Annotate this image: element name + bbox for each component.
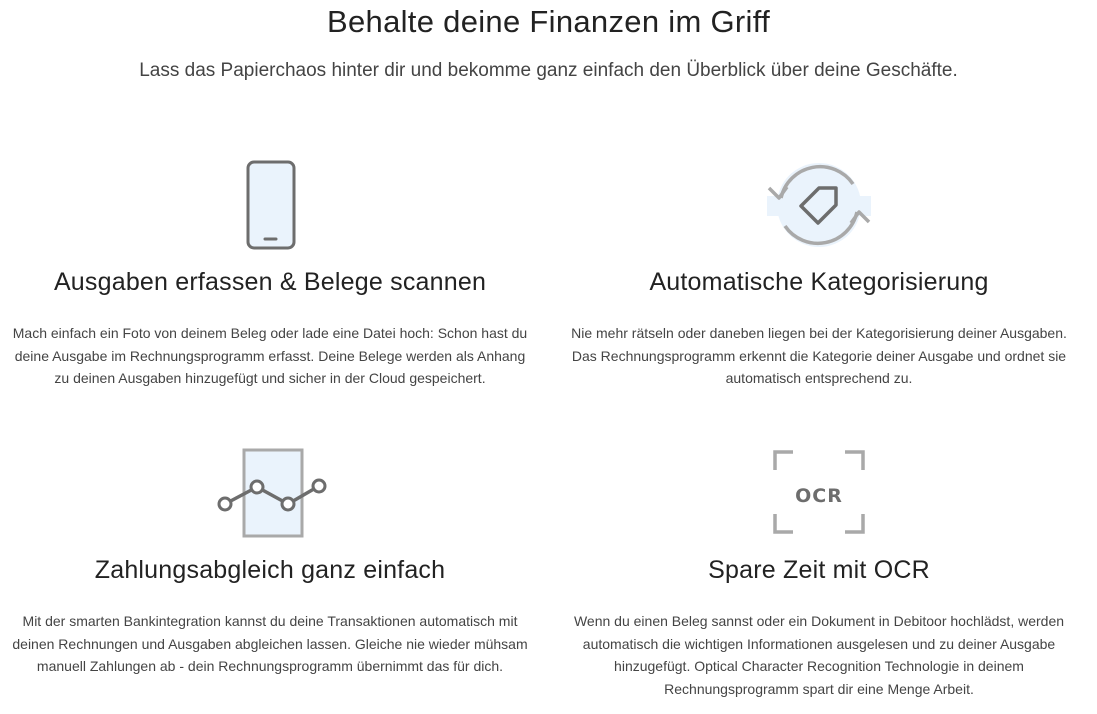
feature-text: Mach einfach ein Foto von deinem Beleg oder lade eine Datei hoch: Schon hast du deine Ausgabe im Rechnungsprogramm erfasst. Deine Belege werden als Anhang zu deinen Ausgaben hinzugefügt und sicher in der Cloud gespeichert. — [12, 325, 528, 386]
feature-title: Automatische Kategorisierung — [649, 268, 989, 296]
feature-text: Wenn du einen Beleg sannst oder ein Dokument in Debitoor hochlädst, werden automatisch die wichtigen Informationen ausgelesen und zu deiner Ausgabe hinzugefügt. Optical Character Recognition Technologie in deinem Rechnungsprogramm spart dir eine Menge Arbeit. — [573, 613, 1065, 697]
page-title: Behalte deine Finanzen im Griff — [327, 4, 770, 39]
feature-title: Zahlungsabgleich ganz einfach — [94, 556, 446, 584]
feature-text: Mit der smarten Bankintegration kannst du deine Transaktionen automatisch mit deinen Rechnungen und Ausgaben abgleichen lassen. Gleiche nie wieder mühsam manuell Zahlungen ab - dein Rechnungsprogramm übernimmt das für dich. — [12, 613, 528, 674]
refresh-tag-icon — [767, 158, 871, 250]
ocr-scan-icon — [767, 446, 871, 538]
feature-title: Spare Zeit mit OCR — [708, 556, 930, 584]
feature-title: Ausgaben erfassen & Belege scannen — [53, 268, 487, 296]
feature-text: Nie mehr rätseln oder daneben liegen bei der Kategorisierung deiner Ausgaben. Das Rechnungsprogramm erkennt die Kategorie deiner Ausgabe und ordnet sie automatisch entsprechend zu. — [571, 325, 1067, 386]
line-chart-icon — [212, 446, 328, 538]
ocr-label: OCR — [795, 485, 843, 507]
smartphone-icon — [218, 158, 322, 250]
page-subtitle: Lass das Papierchaos hinter dir und bekomme ganz einfach den Überblick über deine Geschäfte. — [139, 60, 958, 81]
